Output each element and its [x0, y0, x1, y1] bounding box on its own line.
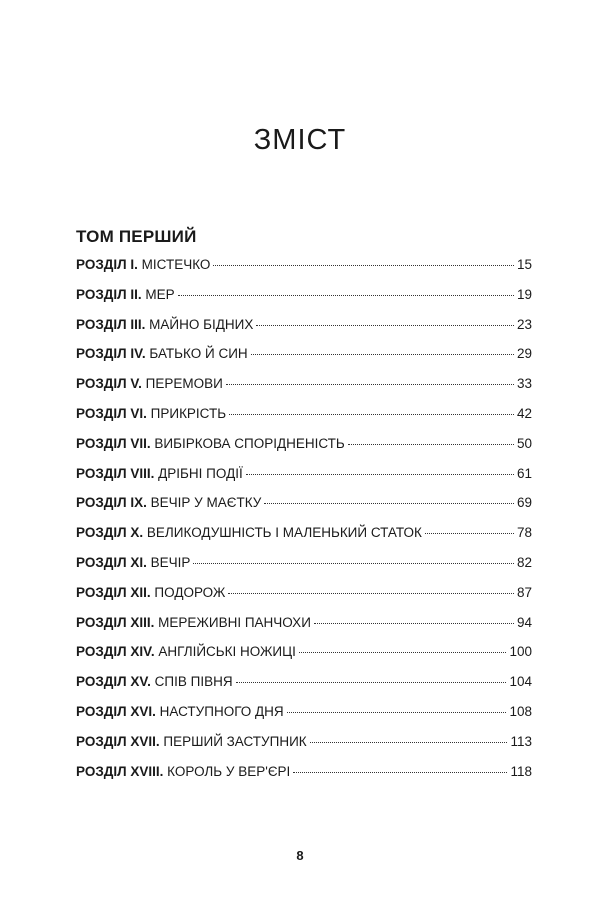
chapter-label: РОЗДІЛ XV. — [76, 674, 151, 690]
toc-entry[interactable] — [76, 466, 532, 496]
toc-entry[interactable] — [76, 674, 532, 704]
chapter-label: РОЗДІЛ III. — [76, 316, 146, 332]
toc-entry[interactable] — [76, 287, 532, 317]
chapter-title: ПРИКРІСТЬ — [150, 405, 227, 421]
chapter-title: ВЕЧІР — [150, 554, 191, 570]
toc-entry[interactable] — [76, 406, 532, 436]
dot-leader — [178, 295, 514, 296]
chapter-title: МЕРЕЖИВНІ ПАНЧОХИ — [158, 614, 311, 630]
volume-heading: ТОМ ПЕРШИЙ — [76, 227, 197, 246]
dot-leader — [299, 652, 507, 653]
chapter-page-number: 104 — [509, 674, 532, 690]
page-title: ЗМІСТ — [253, 124, 347, 156]
chapter-label: РОЗДІЛ VI. — [76, 405, 147, 421]
chapter-title: МАЙНО БІДНИХ — [149, 316, 254, 332]
chapter-title: ВЕЧІР У МАЄТКУ — [150, 495, 262, 511]
dot-leader — [251, 354, 514, 355]
chapter-page-number: 87 — [516, 584, 532, 600]
chapter-label: РОЗДІЛ VII. — [76, 435, 151, 451]
chapter-page-number: 108 — [509, 703, 532, 719]
chapter-label: РОЗДІЛ XI. — [76, 554, 147, 570]
chapter-page-number: 78 — [516, 525, 532, 541]
chapter-page-number: 94 — [516, 614, 532, 630]
chapter-page-number: 69 — [516, 495, 532, 511]
chapter-page-number: 42 — [516, 405, 532, 421]
chapter-page-number: 50 — [516, 435, 532, 451]
chapter-title: МІСТЕЧКО — [141, 257, 211, 272]
toc-entry[interactable] — [76, 376, 532, 406]
dot-leader — [256, 325, 514, 326]
chapter-page-number: 82 — [516, 554, 532, 570]
chapter-page-number: 113 — [510, 733, 532, 749]
chapter-page-number: 23 — [516, 316, 532, 332]
page-number: 8 — [296, 848, 304, 863]
chapter-page-number: 29 — [516, 346, 532, 362]
chapter-label: РОЗДІЛ XII. — [76, 584, 151, 600]
toc-entry[interactable] — [76, 734, 532, 764]
dot-leader — [425, 533, 514, 534]
toc-entry[interactable] — [76, 704, 532, 734]
table-of-contents — [76, 257, 532, 793]
chapter-title: ДРІБНІ ПОДІЇ — [158, 465, 243, 481]
toc-entry[interactable] — [76, 764, 532, 794]
toc-entry[interactable] — [76, 257, 532, 287]
chapter-label: РОЗДІЛ II. — [76, 286, 142, 302]
dot-leader — [348, 444, 514, 445]
dot-leader — [310, 742, 508, 743]
chapter-page-number: 33 — [516, 376, 532, 392]
chapter-label: РОЗДІЛ IX. — [76, 495, 147, 511]
chapter-title: ПЕРЕМОВИ — [145, 376, 223, 392]
chapter-label: РОЗДІЛ IV. — [76, 346, 146, 362]
dot-leader — [213, 265, 514, 266]
chapter-title: СПІВ ПІВНЯ — [154, 674, 233, 690]
dot-leader — [246, 474, 514, 475]
chapter-page-number: 15 — [516, 257, 532, 272]
toc-entry[interactable] — [76, 644, 532, 674]
chapter-title: БАТЬКО Й СИН — [149, 346, 248, 362]
chapter-page-number: 19 — [516, 286, 532, 302]
chapter-label: РОЗДІЛ V. — [76, 376, 142, 392]
dot-leader — [193, 563, 514, 564]
chapter-label: РОЗДІЛ I. — [76, 257, 138, 272]
chapter-title: НАСТУПНОГО ДНЯ — [159, 703, 284, 719]
toc-entry[interactable] — [76, 495, 532, 525]
toc-entry[interactable] — [76, 346, 532, 376]
dot-leader — [236, 682, 507, 683]
chapter-label: РОЗДІЛ XVII. — [76, 733, 160, 749]
toc-entry[interactable] — [76, 585, 532, 615]
chapter-title: КОРОЛЬ У ВЕР'ЄРІ — [167, 763, 291, 779]
chapter-label: РОЗДІЛ XIV. — [76, 644, 155, 660]
dot-leader — [264, 503, 514, 504]
chapter-page-number: 118 — [510, 763, 532, 779]
chapter-title: МЕР — [145, 286, 175, 302]
dot-leader — [226, 384, 514, 385]
chapter-label: РОЗДІЛ XIII. — [76, 614, 155, 630]
toc-entry[interactable] — [76, 555, 532, 585]
chapter-title: ВЕЛИКОДУШНІСТЬ І МАЛЕНЬКИЙ СТАТОК — [146, 525, 422, 541]
chapter-label: РОЗДІЛ VIII. — [76, 465, 155, 481]
dot-leader — [228, 593, 514, 594]
chapter-title: АНГЛІЙСЬКІ НОЖИЦІ — [158, 644, 296, 660]
chapter-page-number: 100 — [509, 644, 532, 660]
dot-leader — [287, 712, 507, 713]
chapter-title: ПЕРШИЙ ЗАСТУПНИК — [163, 733, 307, 749]
toc-entry[interactable] — [76, 436, 532, 466]
dot-leader — [314, 623, 514, 624]
dot-leader — [229, 414, 514, 415]
chapter-label: РОЗДІЛ X. — [76, 525, 144, 541]
toc-entry[interactable] — [76, 615, 532, 645]
chapter-title: ПОДОРОЖ — [154, 584, 226, 600]
chapter-page-number: 61 — [516, 465, 532, 481]
chapter-label: РОЗДІЛ XVIII. — [76, 763, 164, 779]
toc-entry[interactable] — [76, 317, 532, 347]
chapter-title: ВИБІРКОВА СПОРІДНЕНІСТЬ — [154, 435, 345, 451]
chapter-label: РОЗДІЛ XVI. — [76, 703, 156, 719]
dot-leader — [293, 772, 507, 773]
toc-entry[interactable] — [76, 525, 532, 555]
